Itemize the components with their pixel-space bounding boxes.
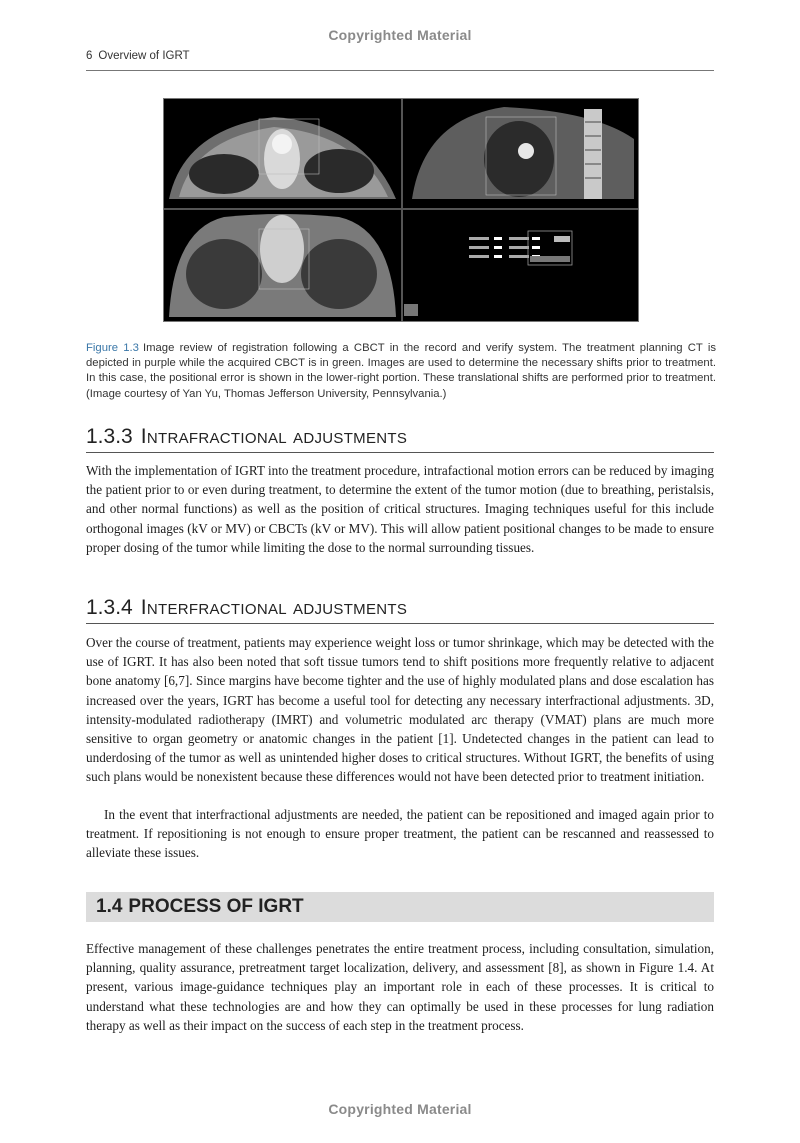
watermark-bottom: Copyrighted Material bbox=[328, 1101, 472, 1117]
section-heading-1-3-3 bbox=[86, 425, 714, 453]
section-heading-1-3-4 bbox=[86, 596, 714, 624]
section-number: 1.3.3 bbox=[86, 425, 133, 448]
panel-divider-horizontal bbox=[164, 208, 638, 210]
running-head-title: Overview of IGRT bbox=[98, 50, 190, 62]
header-rule bbox=[86, 70, 714, 71]
section-heading-1-4 bbox=[96, 896, 304, 918]
page-number: 6 bbox=[86, 50, 93, 62]
section-number: 1.3.4 bbox=[86, 596, 133, 619]
running-head bbox=[86, 50, 190, 62]
section-1-4-paragraph: Effective management of these challenges penetrates the entire treatment process, including consultation, simulation, planning, quality assurance, pretreatment target localization, delivery, and assessment [8], as shown in Figure 1.4. At present, various image-guidance techniques play an important role in each of these processes. It is critical to understand what these technologies are and how they can optimally be used in these processes for lung radiation therapy as well as their impact on the success of each step in the treatment process. bbox=[86, 941, 714, 1033]
section-heading-1-4-band bbox=[86, 892, 714, 922]
ct-registration-figure bbox=[163, 98, 639, 322]
section-title: Interfractional adjustments bbox=[140, 596, 408, 619]
figure-caption bbox=[86, 341, 716, 402]
figure-label: Figure 1.3 bbox=[86, 342, 139, 354]
section-1-3-4-paragraph-1: Over the course of treatment, patients may experience weight loss or tumor shrinkage, which may be detected with the use of IGRT. It has also been noted that soft tissue tumors tend to shift positions more frequently relative to adjacent bone anatomy [6,7]. Since margins have become tighter and the use of highly modulated plans and dose escalation has increased over the years, IGRT has become a useful tool for detecting any necessary interfractional adjustments. 3D, intensity-modulated radiotherapy (IMRT) and volumetric modulated arc therapy (VMAT) plans are much more sensitive to organ geometry or anatomic changes in the patient [1]. Undetected changes in the patient can lead to underdosing of the tumor as well as unintended higher doses to critical structures. Without IGRT, the benefits of using such plans would be nonexistent because these differences would not have been detected prior to treatment initiation. bbox=[86, 635, 714, 785]
section-title: Intrafractional adjustments bbox=[140, 425, 408, 448]
coronal-slice-panel bbox=[169, 214, 396, 317]
figure-caption-text: Image review of registration following a CBCT in the record and verify system. The treatment planning CT is depicted in purple while the acquired CBCT is in green. Images are used to determine the necessary shifts prior to treatment. In this case, the positional error is shown in the lower-right portion. These translational shifts are performed prior to treatment. (Image courtesy of Yan Yu, Thomas Jefferson University, Pennsylvania.) bbox=[86, 342, 716, 400]
ct-image-panels bbox=[164, 99, 638, 321]
section-1-3-4-paragraph-2: In the event that interfractional adjustments are needed, the patient can be repositioned and imaged again prior to treatment. If repositioning is not enough to ensure proper treatment, the patient can be rescanned and reassessed to alleviate these issues. bbox=[86, 807, 714, 861]
section-title: PROCESS OF IGRT bbox=[128, 896, 304, 917]
section-number: 1.4 bbox=[96, 896, 123, 917]
section-1-3-3-paragraph: With the implementation of IGRT into the treatment procedure, intrafactional motion errors can be reduced by imaging the patient prior to or even during treatment, to determine the extent of the tumor motion (due to breathing, peristalsis, and other normal functions) as well as the position of critical structures. Imaging techniques useful for this include orthogonal images (kV or MV) or CBCTs (kV or MV). This will allow patient positional changes to be made to ensure proper dosing of the tumor while limiting the dose to the normal surrounding tissues. bbox=[86, 463, 714, 555]
watermark-top: Copyrighted Material bbox=[328, 27, 472, 43]
